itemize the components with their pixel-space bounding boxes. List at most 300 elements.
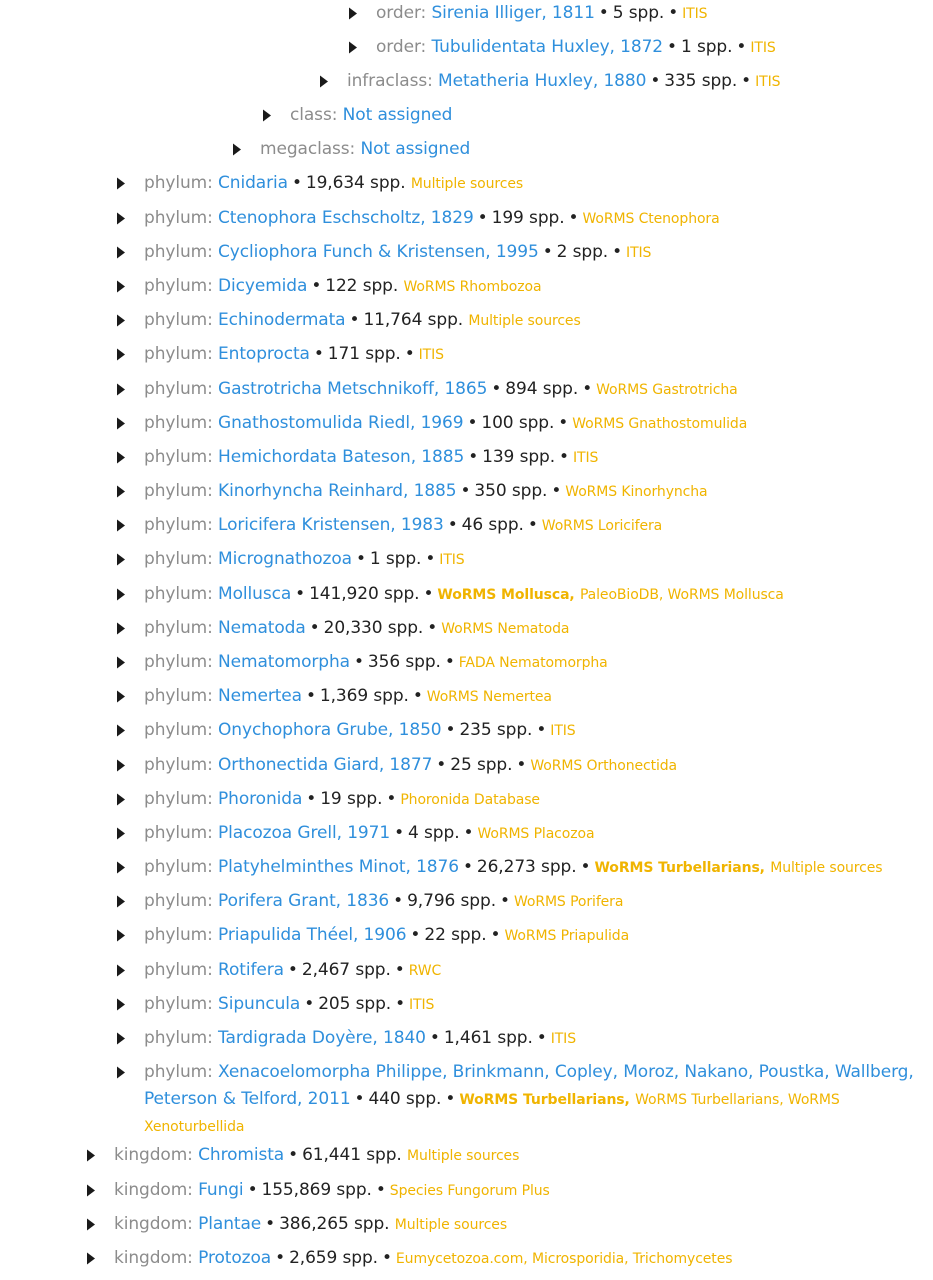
tree-row-content: [114, 1245, 919, 1273]
species-count: 199 spp.: [491, 208, 565, 228]
species-count: 1,461 spp.: [443, 1028, 533, 1048]
caret-right-icon[interactable]: [116, 410, 144, 437]
separator-dot: •: [375, 1180, 386, 1200]
separator-dot: •: [295, 584, 306, 604]
species-count: 61,441 spp.: [302, 1145, 402, 1165]
taxon-link[interactable]: Not assigned: [360, 139, 471, 159]
source-link[interactable]: WoRMS Loricifera: [541, 518, 663, 534]
rank-label: order:: [376, 3, 427, 23]
rank-label: kingdom:: [114, 1248, 193, 1268]
rank-label: class:: [290, 105, 338, 125]
rank-label: infraclass:: [347, 71, 433, 91]
taxon-link[interactable]: Protozoa: [198, 1248, 272, 1268]
rank-label: phylum:: [144, 960, 213, 980]
taxon-link[interactable]: Sipuncula: [218, 994, 301, 1014]
tree-row-not: [262, 102, 919, 129]
source-link[interactable]: PaleoBioDB, WoRMS Mollusca: [579, 587, 784, 603]
source-link[interactable]: ITIS: [750, 40, 776, 56]
caret-right-icon[interactable]: [319, 68, 347, 95]
taxon-link[interactable]: Hemichordata Bateson, 1885: [218, 447, 465, 467]
tree-row-ctenophora: [116, 205, 919, 233]
tree-row-kinorhyncha: [116, 478, 919, 506]
tree-row-not: [232, 136, 919, 163]
tree-row-content: [144, 922, 919, 950]
caret-right-icon[interactable]: [116, 581, 144, 608]
taxon-link[interactable]: Cnidaria: [218, 173, 288, 193]
separator-dot: •: [309, 618, 320, 638]
taxon-link[interactable]: Tubulidentata Huxley, 1872: [431, 37, 663, 57]
species-count: 22 spp.: [424, 925, 487, 945]
tree-row-content: [144, 615, 919, 643]
separator-dot: •: [445, 1089, 456, 1109]
separator-dot: •: [477, 208, 488, 228]
taxon-link[interactable]: Xenacoelomorpha Philippe, Brinkmann, Copley, Moroz, Nakano, Poustka, Wallberg, Peterson & Telford, 2011: [144, 1062, 914, 1109]
species-count: 386,265 spp.: [279, 1214, 390, 1234]
caret-right-icon[interactable]: [116, 820, 144, 847]
source-link[interactable]: FADA Nematomorpha: [458, 655, 608, 671]
separator-dot: •: [580, 857, 591, 877]
tree-row-placozoa: [116, 820, 919, 848]
source-link[interactable]: WoRMS Rhombozoa: [403, 279, 542, 295]
tree-row-loricifera: [116, 512, 919, 540]
separator-dot: •: [558, 413, 569, 433]
source-link[interactable]: Multiple sources: [770, 860, 883, 876]
rank-label: phylum:: [144, 891, 213, 911]
source-link[interactable]: WoRMS Nematoda: [441, 621, 570, 637]
separator-dot: •: [412, 686, 423, 706]
tree-row-chromista: [86, 1142, 919, 1170]
tree-row-tardigrada: [116, 1025, 919, 1053]
rank-label: phylum:: [144, 823, 213, 843]
source-link[interactable]: WoRMS Placozoa: [477, 826, 595, 842]
rank-label: phylum:: [144, 618, 213, 638]
tree-row-content: [144, 683, 919, 711]
caret-right-icon[interactable]: [116, 991, 144, 1018]
tree-row-content: [144, 512, 919, 540]
taxon-link[interactable]: Mollusca: [218, 584, 292, 604]
separator-dot: •: [427, 618, 438, 638]
caret-right-icon[interactable]: [86, 1142, 114, 1169]
separator-dot: •: [353, 652, 364, 672]
rank-label: phylum:: [144, 857, 213, 877]
species-count: 141,920 spp.: [309, 584, 420, 604]
caret-right-icon[interactable]: [116, 512, 144, 539]
caret-right-icon[interactable]: [116, 341, 144, 368]
species-count: 2,467 spp.: [301, 960, 391, 980]
tree-row-micrognathozoa: [116, 546, 919, 574]
tree-row-content: [144, 786, 919, 814]
separator-dot: •: [354, 1089, 365, 1109]
source-link[interactable]: Eumycetozoa.com, Microsporidia, Trichomycetes: [395, 1251, 733, 1267]
source-link[interactable]: RWC: [408, 963, 442, 979]
separator-dot: •: [313, 344, 324, 364]
caret-right-icon[interactable]: [116, 170, 144, 197]
separator-dot: •: [395, 994, 406, 1014]
separator-dot: •: [741, 71, 752, 91]
rank-label: phylum:: [144, 789, 213, 809]
rank-label: phylum:: [144, 208, 213, 228]
taxon-link[interactable]: Placozoa Grell, 1971: [218, 823, 391, 843]
species-count: 19 spp.: [320, 789, 383, 809]
tree-row-content: [376, 34, 919, 62]
species-count: 100 spp.: [481, 413, 555, 433]
caret-right-icon[interactable]: [116, 546, 144, 573]
tree-row-rotifera: [116, 957, 919, 985]
caret-right-icon[interactable]: [232, 136, 260, 163]
caret-right-icon[interactable]: [116, 444, 144, 471]
taxon-link[interactable]: Platyhelminthes Minot, 1876: [218, 857, 459, 877]
separator-dot: •: [287, 960, 298, 980]
separator-dot: •: [650, 71, 661, 91]
separator-dot: •: [381, 1248, 392, 1268]
caret-right-icon[interactable]: [86, 1177, 114, 1204]
separator-dot: •: [311, 276, 322, 296]
taxon-link[interactable]: Loricifera Kristensen, 1983: [218, 515, 444, 535]
separator-dot: •: [394, 823, 405, 843]
caret-right-icon[interactable]: [116, 1059, 144, 1086]
tree-row-porifera: [116, 888, 919, 916]
source-link[interactable]: Species Fungorum Plus: [389, 1183, 550, 1199]
separator-dot: •: [462, 857, 473, 877]
separator-dot: •: [612, 242, 623, 262]
taxon-link[interactable]: Rotifera: [218, 960, 284, 980]
taxon-link[interactable]: Tardigrada Doyère, 1840: [218, 1028, 426, 1048]
taxon-link[interactable]: Echinodermata: [218, 310, 346, 330]
caret-right-icon[interactable]: [116, 273, 144, 300]
species-count: 9,796 spp.: [407, 891, 496, 911]
taxon-link[interactable]: Fungi: [198, 1180, 244, 1200]
caret-right-icon[interactable]: [116, 922, 144, 949]
caret-right-icon[interactable]: [116, 854, 144, 881]
separator-dot: •: [436, 755, 447, 775]
taxon-link[interactable]: Dicyemida: [218, 276, 308, 296]
source-link[interactable]: ITIS: [418, 347, 444, 363]
source-link[interactable]: ITIS: [572, 450, 599, 466]
taxon-link[interactable]: Metatheria Huxley, 1880: [438, 71, 647, 91]
source-link[interactable]: WoRMS Porifera: [513, 894, 624, 910]
species-count: 894 spp.: [505, 379, 579, 399]
caret-right-icon[interactable]: [262, 102, 290, 129]
tree-row-content: [144, 854, 919, 882]
tree-row-hemichordata: [116, 444, 919, 472]
rank-label: phylum:: [144, 344, 213, 364]
separator-dot: •: [536, 720, 547, 740]
separator-dot: •: [460, 481, 471, 501]
species-count: 46 spp.: [461, 515, 524, 535]
taxon-link[interactable]: Micrognathozoa: [218, 549, 352, 569]
source-link[interactable]: WoRMS Orthonectida: [530, 758, 678, 774]
source-link[interactable]: Multiple sources: [407, 1148, 520, 1164]
tree-row-nemertea: [116, 683, 919, 711]
separator-dot: •: [265, 1214, 276, 1234]
taxon-link[interactable]: Phoronida: [218, 789, 303, 809]
separator-dot: •: [445, 720, 456, 740]
taxon-link[interactable]: Entoprocta: [218, 344, 310, 364]
species-count: 26,273 spp.: [476, 857, 577, 877]
separator-dot: •: [516, 755, 527, 775]
rank-label: phylum:: [144, 1028, 213, 1048]
caret-right-icon[interactable]: [116, 683, 144, 710]
source-link[interactable]: WoRMS Priapulida: [504, 928, 630, 944]
tree-row-content: [114, 1177, 919, 1205]
tree-row-gnathostomulida: [116, 410, 919, 438]
source-link[interactable]: ITIS: [550, 1031, 576, 1047]
rank-label: phylum:: [144, 755, 213, 775]
taxon-link[interactable]: Nematoda: [218, 618, 306, 638]
source-link[interactable]: Phoronida Database: [400, 792, 540, 808]
caret-right-icon[interactable]: [86, 1211, 114, 1238]
taxon-link[interactable]: Orthonectida Giard, 1877: [218, 755, 433, 775]
caret-right-icon[interactable]: [116, 957, 144, 984]
tree-row-content: [144, 478, 919, 506]
caret-right-icon[interactable]: [116, 649, 144, 676]
source-link[interactable]: WoRMS Turbellarians, WoRMS Xenoturbellida: [144, 1092, 840, 1135]
tree-row-phoronida: [116, 786, 919, 814]
caret-right-icon[interactable]: [116, 307, 144, 334]
tree-row-content: [376, 0, 919, 28]
species-count: 440 spp.: [368, 1089, 442, 1109]
rank-label: phylum:: [144, 549, 213, 569]
rank-label: phylum:: [144, 242, 213, 262]
tree-row-priapulida: [116, 922, 919, 950]
caret-right-icon[interactable]: [86, 1245, 114, 1272]
source-link[interactable]: ITIS: [682, 6, 708, 22]
source-link[interactable]: WoRMS Turbellarians,: [594, 860, 765, 876]
taxon-link[interactable]: Onychophora Grube, 1850: [218, 720, 442, 740]
source-link[interactable]: WoRMS Mollusca,: [437, 587, 575, 603]
separator-dot: •: [667, 37, 677, 57]
source-link[interactable]: WoRMS Kinorhyncha: [565, 484, 708, 500]
rank-label: phylum:: [144, 173, 213, 193]
species-count: 335 spp.: [664, 71, 738, 91]
species-count: 4 spp.: [408, 823, 460, 843]
species-count: 139 spp.: [482, 447, 556, 467]
taxon-link[interactable]: Sirenia Illiger, 1811: [431, 3, 595, 23]
species-count: 235 spp.: [459, 720, 533, 740]
rank-label: phylum:: [144, 1062, 213, 1082]
caret-right-icon[interactable]: [348, 0, 376, 27]
separator-dot: •: [491, 379, 502, 399]
taxon-link[interactable]: Plantae: [198, 1214, 262, 1234]
source-link[interactable]: ITIS: [755, 74, 781, 90]
source-link[interactable]: WoRMS Turbellarians,: [459, 1092, 630, 1108]
taxon-link[interactable]: Kinorhyncha Reinhard, 1885: [218, 481, 457, 501]
tree-row-content: [144, 341, 919, 369]
rank-label: phylum:: [144, 379, 213, 399]
taxon-link[interactable]: Ctenophora Eschscholtz, 1829: [218, 208, 474, 228]
separator-dot: •: [304, 994, 315, 1014]
source-link[interactable]: ITIS: [626, 245, 652, 261]
separator-dot: •: [668, 3, 679, 23]
rank-label: phylum:: [144, 994, 213, 1014]
source-link[interactable]: WoRMS Ctenophora: [582, 211, 720, 227]
tree-row-metatheria: [319, 68, 919, 96]
tree-row-dicyemida: [116, 273, 919, 301]
tree-row-content: [144, 957, 919, 985]
taxon-link[interactable]: Chromista: [198, 1145, 285, 1165]
caret-right-icon[interactable]: [116, 752, 144, 779]
species-count: 1 spp.: [680, 37, 733, 57]
tree-row-content: [260, 136, 919, 163]
rank-label: kingdom:: [114, 1214, 193, 1234]
tree-row-gastrotricha: [116, 376, 919, 404]
rank-label: kingdom:: [114, 1145, 193, 1165]
taxon-link[interactable]: Gnathostomulida Riedl, 1969: [218, 413, 464, 433]
separator-dot: •: [500, 891, 510, 911]
separator-dot: •: [463, 823, 474, 843]
rank-label: kingdom:: [114, 1180, 193, 1200]
taxon-link[interactable]: Priapulida Théel, 1906: [218, 925, 407, 945]
caret-right-icon[interactable]: [116, 786, 144, 813]
caret-right-icon[interactable]: [348, 34, 376, 61]
separator-dot: •: [542, 242, 553, 262]
separator-dot: •: [582, 379, 593, 399]
separator-dot: •: [429, 1028, 440, 1048]
rank-label: phylum:: [144, 310, 213, 330]
caret-right-icon[interactable]: [116, 717, 144, 744]
separator-dot: •: [410, 925, 421, 945]
tree-row-content: [144, 649, 919, 677]
caret-right-icon[interactable]: [116, 205, 144, 232]
separator-dot: •: [291, 173, 302, 193]
separator-dot: •: [444, 652, 455, 672]
tree-row-content: [290, 102, 919, 129]
separator-dot: •: [423, 584, 434, 604]
tree-row-content: [144, 820, 919, 848]
separator-dot: •: [393, 891, 404, 911]
separator-dot: •: [349, 310, 360, 330]
species-count: 19,634 spp.: [305, 173, 406, 193]
species-count: 5 spp.: [612, 3, 665, 23]
rank-label: phylum:: [144, 925, 213, 945]
separator-dot: •: [551, 481, 562, 501]
separator-dot: •: [536, 1028, 547, 1048]
source-link[interactable]: WoRMS Gnathostomulida: [572, 416, 748, 432]
rank-label: phylum:: [144, 584, 213, 604]
tree-row-content: [114, 1142, 919, 1170]
tree-row-nematoda: [116, 615, 919, 643]
species-count: 205 spp.: [318, 994, 392, 1014]
separator-dot: •: [425, 549, 436, 569]
tree-row-content: [144, 991, 919, 1019]
source-link[interactable]: WoRMS Nemertea: [426, 689, 552, 705]
species-count: 20,330 spp.: [323, 618, 424, 638]
species-count: 1 spp.: [369, 549, 422, 569]
source-link[interactable]: Multiple sources: [468, 313, 581, 329]
separator-dot: •: [559, 447, 569, 467]
caret-right-icon[interactable]: [116, 615, 144, 642]
tree-row-orthonectida: [116, 752, 919, 780]
tree-row-content: [144, 410, 919, 438]
source-link[interactable]: Multiple sources: [410, 176, 524, 192]
caret-right-icon[interactable]: [116, 376, 144, 403]
caret-right-icon[interactable]: [116, 1025, 144, 1052]
separator-dot: •: [386, 789, 397, 809]
separator-dot: •: [490, 925, 501, 945]
species-count: 25 spp.: [450, 755, 513, 775]
tree-row-plantae: [86, 1211, 919, 1239]
source-link[interactable]: Multiple sources: [394, 1217, 508, 1233]
rank-label: phylum:: [144, 481, 213, 501]
rank-label: phylum:: [144, 515, 213, 535]
tree-row-fungi: [86, 1177, 919, 1205]
tree-row-content: [144, 752, 919, 780]
caret-right-icon[interactable]: [116, 478, 144, 505]
tree-row-content: [144, 376, 919, 404]
species-count: 350 spp.: [474, 481, 548, 501]
tree-row-tubulidentata: [348, 34, 919, 62]
taxon-link[interactable]: Nematomorpha: [218, 652, 350, 672]
source-link[interactable]: WoRMS Gastrotricha: [596, 382, 738, 398]
species-count: 2,659 spp.: [289, 1248, 378, 1268]
tree-row-entoprocta: [116, 341, 919, 369]
separator-dot: •: [467, 413, 478, 433]
tree-row-content: [144, 307, 919, 335]
source-link[interactable]: ITIS: [439, 552, 465, 568]
taxon-link[interactable]: Gastrotricha Metschnikoff, 1865: [218, 379, 488, 399]
tree-row-cycliophora: [116, 239, 919, 267]
separator-dot: •: [288, 1145, 299, 1165]
source-link[interactable]: ITIS: [550, 723, 576, 739]
tree-row-content: [144, 888, 919, 916]
rank-label: megaclass:: [260, 139, 356, 159]
separator-dot: •: [468, 447, 479, 467]
tree-row-content: [144, 170, 919, 198]
rank-label: order:: [376, 37, 427, 57]
taxon-link[interactable]: Not assigned: [342, 105, 453, 125]
tree-row-content: [114, 1211, 919, 1239]
species-count: 2 spp.: [556, 242, 609, 262]
species-count: 122 spp.: [325, 276, 399, 296]
separator-dot: •: [598, 3, 609, 23]
tree-row-onychophora: [116, 717, 919, 745]
separator-dot: •: [247, 1180, 258, 1200]
tree-row-cnidaria: [116, 170, 919, 198]
taxon-link[interactable]: Cycliophora Funch & Kristensen, 1995: [218, 242, 539, 262]
tree-row-echinodermata: [116, 307, 919, 335]
taxon-link[interactable]: Nemertea: [218, 686, 302, 706]
tree-row-platyhelminthes: [116, 854, 919, 882]
species-count: 155,869 spp.: [261, 1180, 372, 1200]
source-link[interactable]: ITIS: [409, 997, 435, 1013]
tree-row-content: [347, 68, 919, 96]
separator-dot: •: [394, 960, 405, 980]
caret-right-icon[interactable]: [116, 888, 144, 915]
separator-dot: •: [355, 549, 366, 569]
tree-row-protozoa: [86, 1245, 919, 1273]
tree-row-content: [144, 717, 919, 745]
separator-dot: •: [306, 789, 317, 809]
tree-row-content: [144, 546, 919, 574]
rank-label: phylum:: [144, 686, 213, 706]
tree-row-mollusca: [116, 581, 919, 609]
caret-right-icon[interactable]: [116, 239, 144, 266]
separator-dot: •: [305, 686, 316, 706]
species-count: 11,764 spp.: [363, 310, 464, 330]
tree-row-content: [144, 1025, 919, 1053]
tree-row-nematomorpha: [116, 649, 919, 677]
separator-dot: •: [568, 208, 579, 228]
species-count: 171 spp.: [327, 344, 401, 364]
rank-label: phylum:: [144, 276, 213, 296]
rank-label: phylum:: [144, 413, 213, 433]
tree-row-content: [144, 273, 919, 301]
rank-label: phylum:: [144, 447, 213, 467]
separator-dot: •: [404, 344, 415, 364]
taxon-link[interactable]: Porifera Grant, 1836: [218, 891, 390, 911]
tree-row-sipuncula: [116, 991, 919, 1019]
separator-dot: •: [275, 1248, 286, 1268]
